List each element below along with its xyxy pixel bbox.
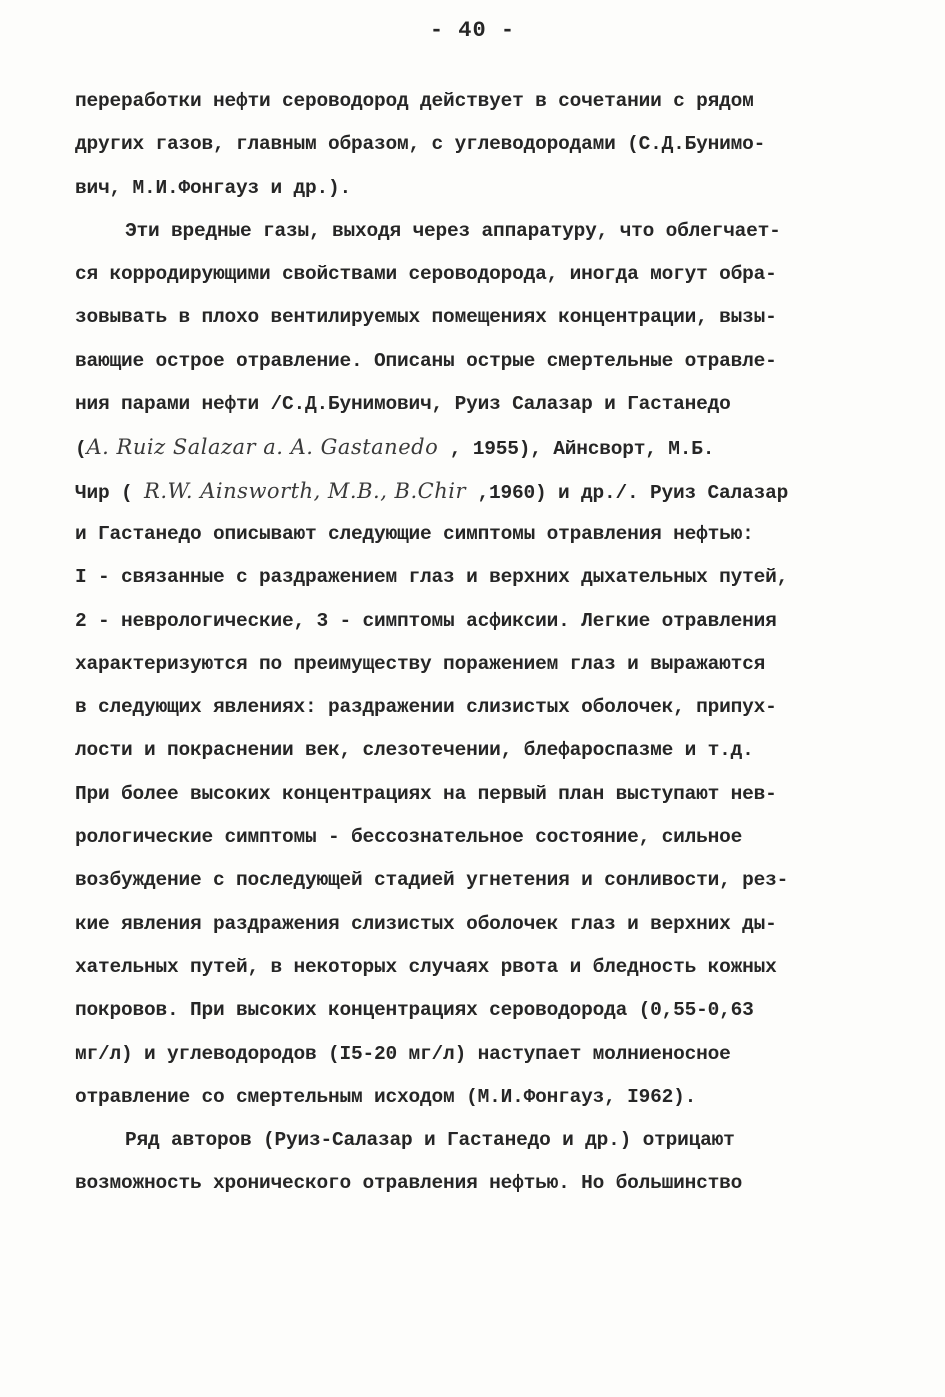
text-line-24: отравление со смертельным исходом (М.И.Фонгауз, I962). [75,1085,697,1108]
text-line-21: хательных путей, в некоторых случаях рвота и бледность кожных [75,955,777,978]
handwritten-citation: A. Ruiz Salazar a. A. Gastanedo [86,435,439,460]
text-line-8: ния парами нефти /С.Д.Бунимович, Руиз Салазар и Гастанедо [75,393,731,416]
citation-rest: ,1960) и др./. Руиз Салазар [466,481,789,504]
text-line-10 [75,470,875,513]
text-line-1: переработки нефти сероводород действует в сочетании с рядом [75,90,754,112]
open-paren: ( [75,438,87,461]
text-line-3: вич, М.И.Фонгауз и др.). [75,176,352,199]
text-line-15: в следующих явлениях: раздражении слизистых оболочек, припух- [75,696,777,719]
line-start: Чир ( [75,481,145,504]
text-line-18: рологические симптомы - бессознательное состояние, сильное [75,826,743,849]
paragraph-start-line: Эти вредные газы, выходя через аппаратуру, что облегчает- [125,219,781,242]
text-line-5: ся корродирующими свойствами сероводорода, иногда могут обра- [75,263,777,286]
text-line-22: покровов. При высоких концентрациях сероводорода (0,55-0,63 [75,999,754,1022]
text-line-9 [75,426,875,469]
text-line-26: возможность хронического отравления нефтью. Но большинство [75,1172,743,1195]
text-line-7: вающие острое отравление. Описаны острые смертельные отравле- [75,349,777,372]
text-line-20: кие явления раздражения слизистых оболочек глаз и верхних ды- [75,912,777,935]
text-line-2: других газов, главным образом, с углеводородами (С.Д.Бунимо- [75,133,766,156]
text-line-13: 2 - неврологические, 3 - симптомы асфиксии. Легкие отравления [75,609,777,632]
text-line-19: возбуждение с последующей стадией угнетения и сонливости, рез- [75,869,789,892]
text-line-6: зовывать в плохо вентилируемых помещениях концентрации, вызы- [75,306,777,329]
text-line-14: характеризуются по преимуществу поражением глаз и выражаются [75,652,766,675]
text-line-11: и Гастанедо описывают следующие симптомы отравления нефтью: [75,522,754,545]
text-line-16: лости и покраснении век, слезотечении, блефароспазме и т.д. [75,739,754,762]
paragraph-start-line: Ряд авторов (Руиз-Салазар и Гастанедо и др.) отрицают [125,1129,735,1152]
page-number: - 40 - [429,18,516,43]
text-line-17: При более высоких концентрациях на первый план выступают нев- [75,782,777,805]
body-text [75,80,875,1206]
text-line-23: мг/л) и углеводородов (I5-20 мг/л) наступает молниеносное [75,1042,731,1065]
text-line-12: I - связанные с раздражением глаз и верхних дыхательных путей, [75,566,789,589]
citation-rest: , 1955), Айнсворт, М.Б. [438,438,715,461]
handwritten-citation: R.W. Ainsworth, M.B., B.Chir [144,478,467,503]
